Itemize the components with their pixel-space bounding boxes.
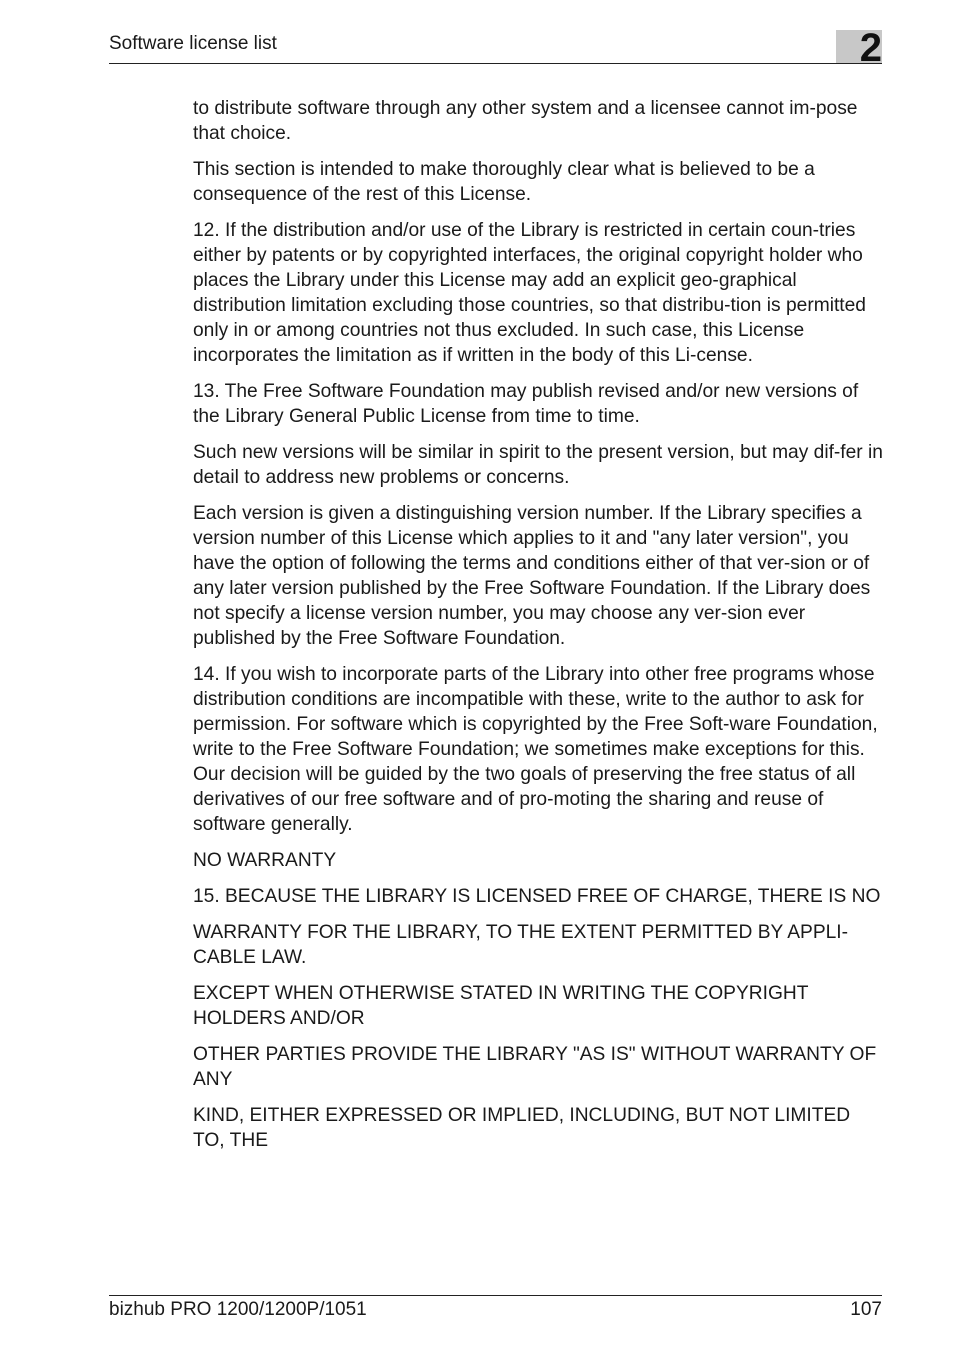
paragraph: Each version is given a distinguishing version number. If the Library specifies a version number of this License which applies to it and "any later version", you have the option of following the terms and conditions either of that ver-sion or of any later version published by the Free Software Foundation. If the Library does not specify a license version number, you may choose any ver-sion ever published by the Free Software Foundation. (193, 503, 871, 649)
chapter-number: 2 (859, 26, 882, 70)
header-divider (109, 63, 882, 64)
paragraph: 15. BECAUSE THE LIBRARY IS LICENSED FREE OF CHARGE, THERE IS NO (193, 886, 881, 907)
chapter-tab (836, 26, 882, 70)
section-heading: NO WARRANTY (193, 850, 337, 871)
running-header-title: Software license list (109, 33, 277, 54)
paragraph: 12. If the distribution and/or use of the Library is restricted in certain coun-tries either by patents or by copyrighted interfaces, the original copyright holder who places the Library under this License may add an explicit geo-graphical distribution limitation excluding those countries, so that distribu-tion is permitted only in or among countries not thus excluded. In such case, this License incorporates the limitation as if written in the body of this Li-cense. (193, 220, 866, 366)
paragraph: 13. The Free Software Foundation may publish revised and/or new versions of the Library General Public License from time to time. (193, 381, 859, 427)
paragraph: WARRANTY FOR THE LIBRARY, TO THE EXTENT PERMITTED BY APPLI-CABLE LAW. (193, 922, 849, 968)
footer-divider (109, 1295, 882, 1296)
paragraph: EXCEPT WHEN OTHERWISE STATED IN WRITING THE COPYRIGHT HOLDERS AND/OR (193, 983, 809, 1029)
footer-product-name: bizhub PRO 1200/1200P/1051 (109, 1299, 367, 1320)
paragraph: This section is intended to make thoroughly clear what is believed to be a consequence of the rest of this License. (193, 159, 815, 205)
page-number: 107 (850, 1299, 882, 1320)
license-body (193, 96, 883, 1164)
paragraph: KIND, EITHER EXPRESSED OR IMPLIED, INCLUDING, BUT NOT LIMITED TO, THE (193, 1105, 851, 1151)
paragraph: OTHER PARTIES PROVIDE THE LIBRARY "AS IS" WITHOUT WARRANTY OF ANY (193, 1044, 877, 1090)
paragraph: Such new versions will be similar in spirit to the present version, but may dif-fer in detail to address new problems or concerns. (193, 442, 883, 488)
paragraph: 14. If you wish to incorporate parts of the Library into other free programs whose distribution conditions are incompatible with these, write to the author to ask for permission. For software which is copyrighted by the Free Soft-ware Foundation, write to the Free Software Foundation; we sometimes make exceptions for this. Our decision will be guided by the two goals of preserving the free status of all derivatives of our free software and of pro-moting the sharing and reuse of software generally. (193, 664, 878, 835)
paragraph: to distribute software through any other system and a licensee cannot im-pose that choice. (193, 98, 858, 144)
